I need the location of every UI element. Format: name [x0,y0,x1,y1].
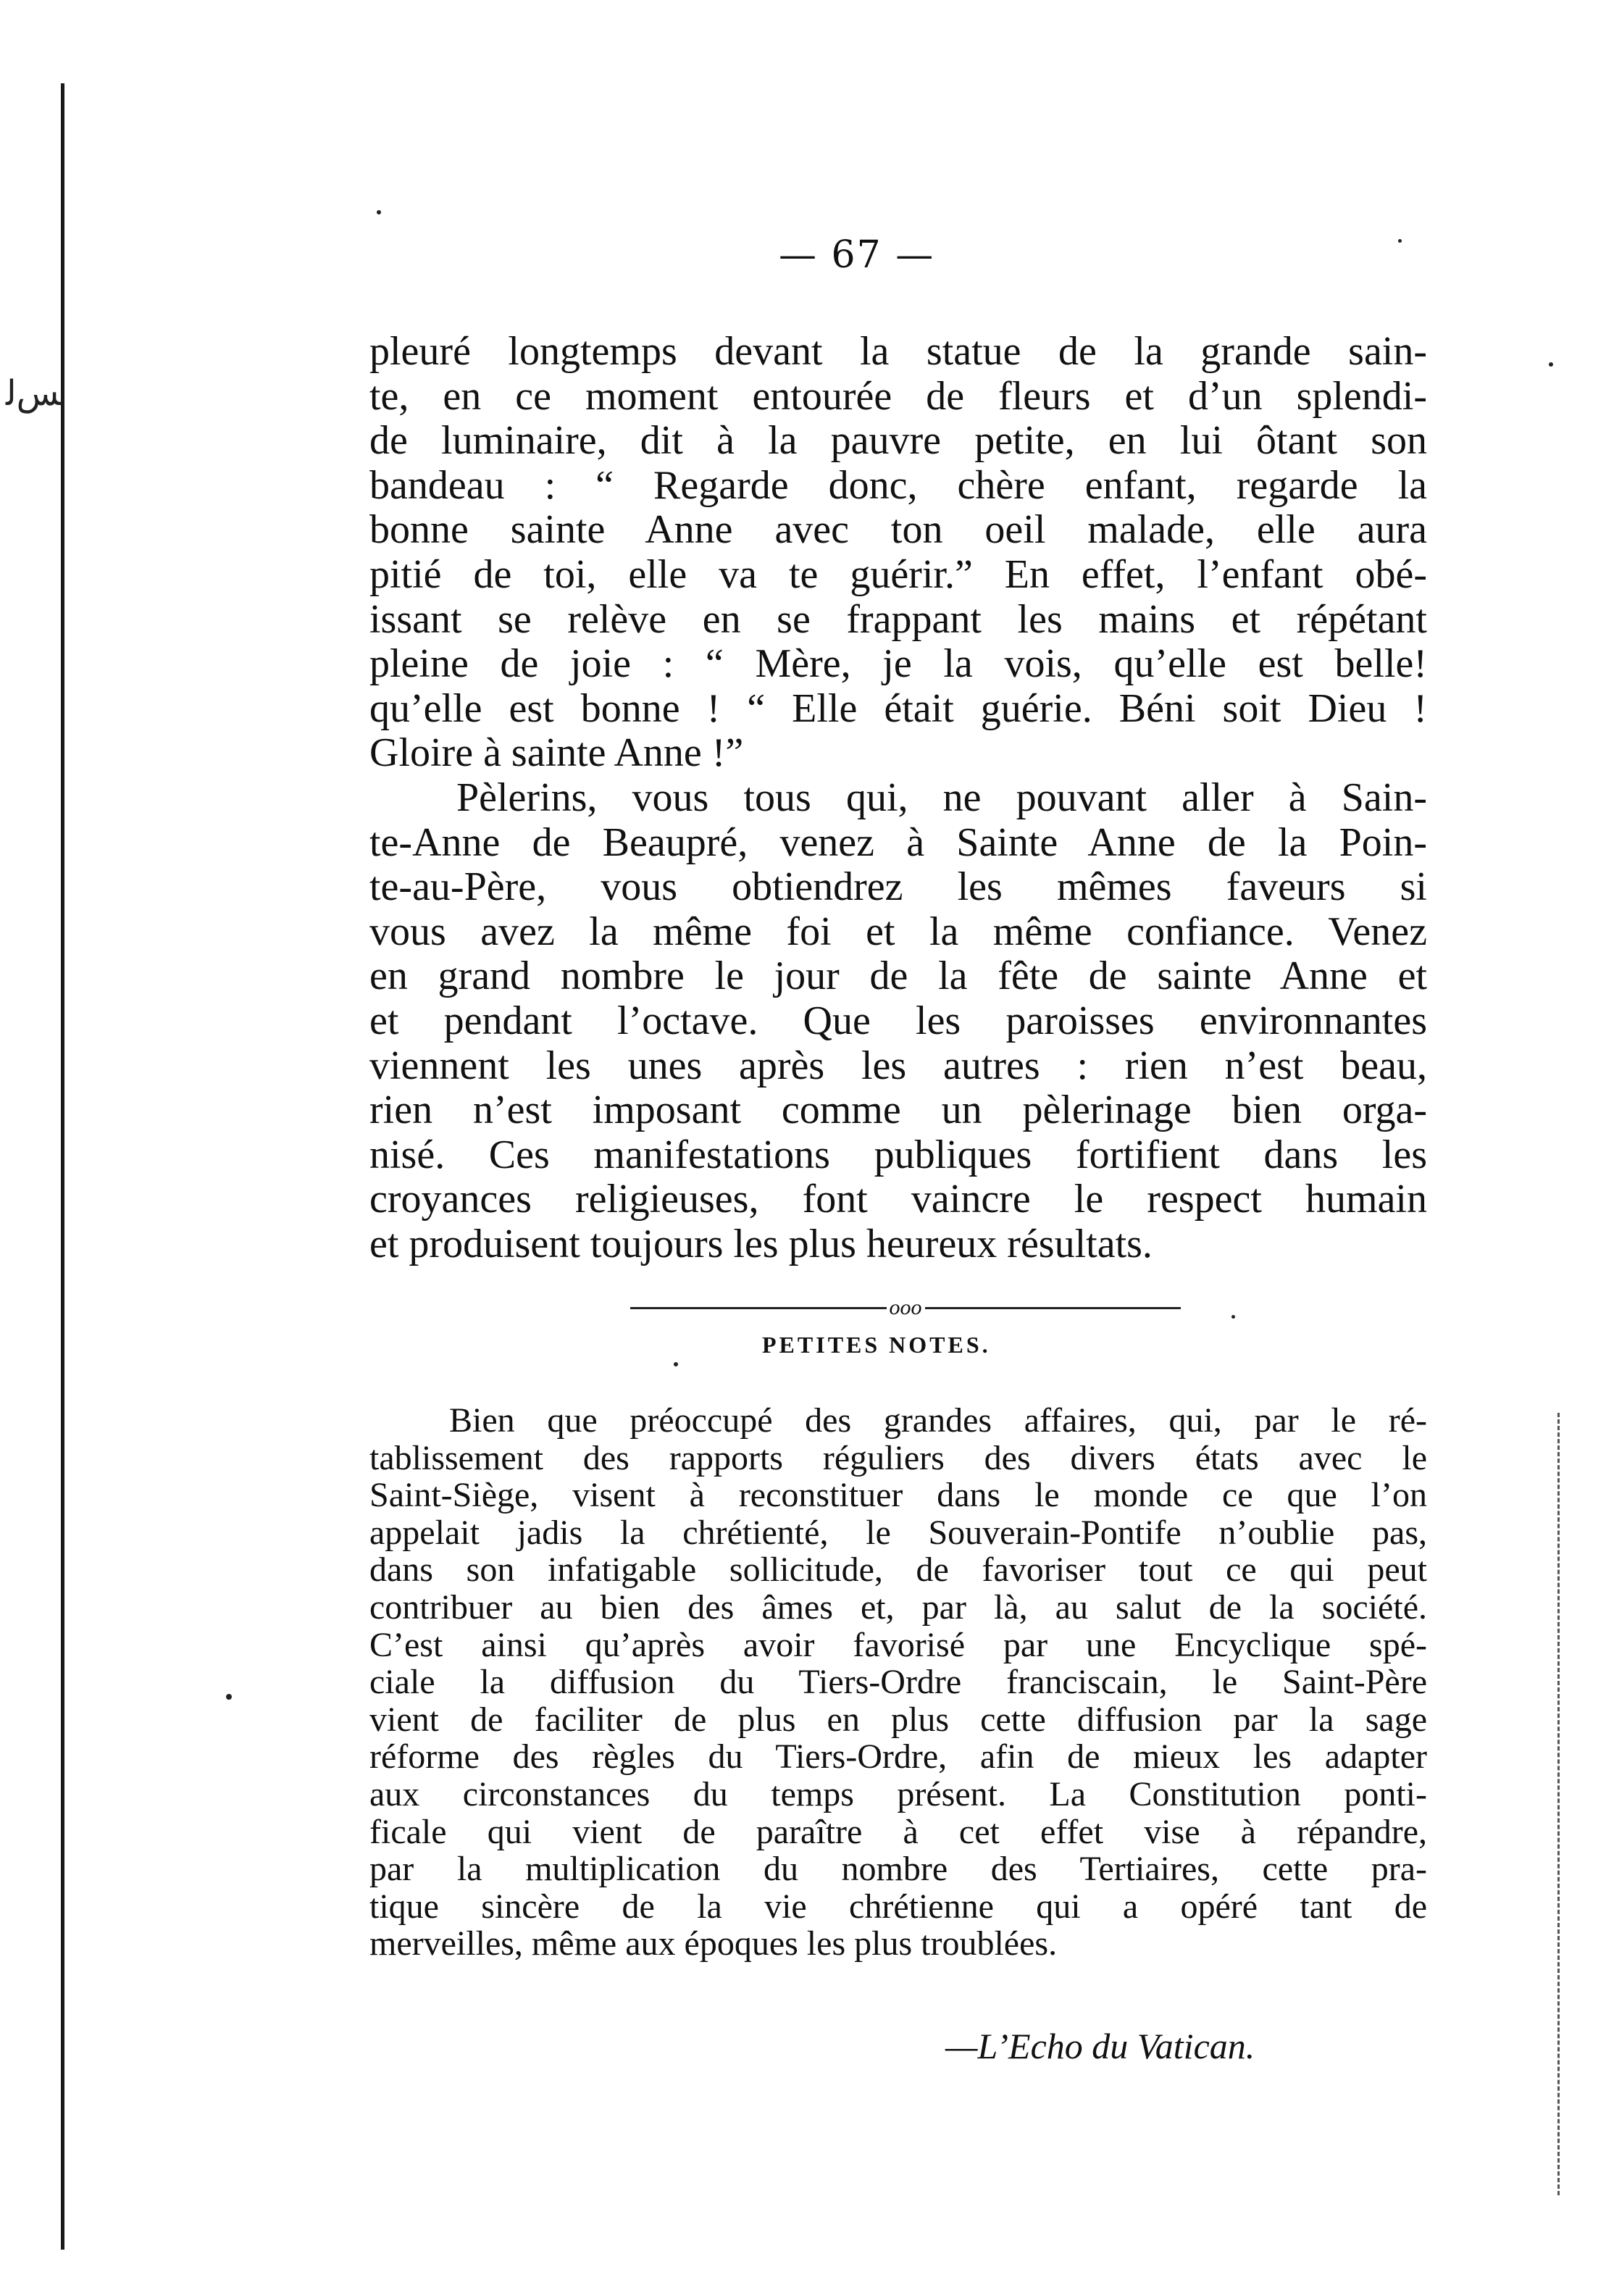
page-number: — 67 — [779,233,935,277]
text-line: tablissement des rapports réguliers des divers états avec le [369,1438,1427,1477]
ink-speck [1549,362,1553,367]
text-line: Gloire à sainte Anne !” [369,730,744,776]
text-line: croyances religieuses, font vaincre le respect humain [369,1177,1427,1222]
ink-speck [674,1362,678,1366]
text-line: te-au-Père, vous obtiendrez les mêmes faveurs si [369,864,1427,910]
ink-speck [377,210,381,214]
text-line: aux circonstances du temps présent. La Constitution ponti- [369,1774,1427,1813]
text-line: réforme des règles du Tiers-Ordre, afin de mieux les adapter [369,1737,1427,1777]
text-line: Bien que préoccupé des grandes affaires, qui, par le ré- [449,1401,1427,1440]
text-line: Saint-Siège, visent à reconstituer dans le monde ce que l’on [369,1476,1427,1515]
text-line: te-Anne de Beaupré, venez à Sainte Anne de la Poin- [369,819,1427,865]
text-line: dans son infatigable sollicitude, de favoriser tout ce qui peut [369,1550,1427,1590]
text-line: te, en ce moment entourée de fleurs et d’un splendi- [369,373,1427,419]
text-line: qu’elle est bonne ! “ Elle était guérie. Béni soit Dieu ! [369,685,1427,731]
text-line: et produisent toujours les plus heureux résultats. [369,1221,1153,1266]
text-line: ciale la diffusion du Tiers-Ordre franciscain, le Saint-Père [369,1663,1427,1702]
text-line: nisé. Ces manifestations publiques fortifient dans les [369,1132,1427,1177]
text-line: et pendant l’octave. Que les paroisses environnantes [369,998,1427,1043]
main-body-text [369,330,1427,1266]
separator-rule-right [925,1307,1182,1309]
separator-ornament: ooo [889,1295,922,1319]
margin-dotted-rule [1557,1413,1562,2195]
ink-speck [1231,1315,1235,1319]
binding-edge-line [61,83,64,2250]
separator-rule-left [630,1307,887,1309]
text-line: appelait jadis la chrétienté, le Souverain-Pontife n’oublie pas, [369,1513,1427,1552]
text-line: rien n’est imposant comme un pèlerinage bien orga- [369,1088,1427,1133]
text-line: par la multiplication du nombre des Tertiaires, cette pra- [369,1850,1427,1889]
text-line: merveilles, même aux époques les plus troublées. [369,1924,1058,1963]
section-separator [630,1295,1181,1319]
text-line: en grand nombre le jour de la fête de sainte Anne et [369,953,1427,999]
text-line: vous avez la même foi et la même confiance. Venez [369,909,1427,954]
ink-speck [1398,239,1402,243]
notes-heading: PETITES NOTES. [762,1332,991,1358]
text-line: issant se relève en se frappant les mains et répétant [369,596,1427,642]
ink-speck [226,1694,232,1700]
text-line: ficale qui vient de paraître à cet effet vise à répandre, [369,1812,1427,1851]
text-line: contribuer au bien des âmes et, par là, au salut de la société. [369,1587,1427,1627]
text-line: tique sincère de la vie chrétienne qui a opéré tant de [369,1887,1427,1926]
text-line: pleine de joie : “ Mère, je la vois, qu’elle est belle! [369,641,1427,687]
notes-body-text [369,1402,1427,1963]
source-attribution: —L’Echo du Vatican. [945,2026,1255,2066]
text-line: C’est ainsi qu’après avoir favorisé par une Encyclique spé- [369,1625,1427,1664]
text-line: de luminaire, dit à la pauvre petite, en lui ôtant son [369,418,1427,464]
text-line: Pèlerins, vous tous qui, ne pouvant aller à Sain- [456,775,1427,820]
text-line: viennent les unes après les autres : rien n’est beau, [369,1043,1427,1088]
text-line: bonne sainte Anne avec ton oeil malade, elle aura [369,507,1427,553]
margin-scribble: ﺲﻟ [6,373,61,414]
text-line: vient de faciliter de plus en plus cette diffusion par la sage [369,1700,1427,1739]
text-line: pitié de toi, elle va te guérir.” En effet, l’enfant obé- [369,551,1427,597]
text-line: bandeau : “ Regarde donc, chère enfant, regarde la [369,462,1427,508]
text-line: pleuré longtemps devant la statue de la grande sain- [369,329,1427,374]
